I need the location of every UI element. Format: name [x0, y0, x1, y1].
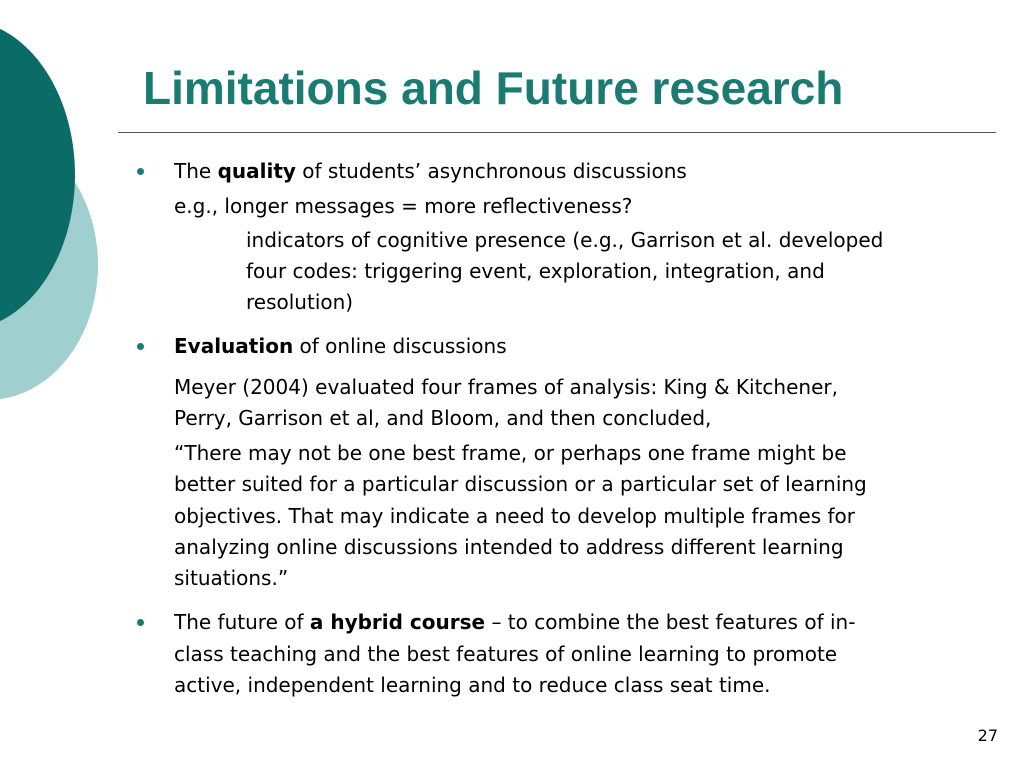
point-3-heading [174, 610, 855, 634]
point-1-heading [174, 159, 687, 183]
point-2-keyword: Evaluation [174, 334, 294, 358]
point-2-trailing-text: of online discussions [293, 334, 507, 358]
slide-title: Limitations and Future research [143, 62, 844, 114]
bullet-icon [137, 619, 144, 626]
bullet-icon [137, 343, 144, 350]
point-2-quote-line: situations.” [174, 566, 289, 590]
point-2-quote-line: analyzing online discussions intended to address different learning [174, 535, 844, 559]
title-divider [118, 132, 996, 133]
point-1-detail-line: indicators of cognitive presence (e.g., Garrison et al. developed [246, 228, 884, 252]
page-number: 27 [977, 726, 998, 745]
point-1-example: e.g., longer messages = more reflectiveness? [174, 194, 633, 218]
point-1-detail-line: four codes: triggering event, exploration, integration, and [246, 259, 825, 283]
point-3-trailing-text: – to combine the best features of in- [485, 610, 856, 634]
point-3-lead-text: The future of [174, 610, 310, 634]
bullet-icon [137, 168, 144, 175]
point-1-keyword: quality [217, 159, 296, 183]
point-1-trailing-text: of students’ asynchronous discussions [295, 159, 687, 183]
point-3-continuation-line: class teaching and the best features of online learning to promote [174, 642, 838, 666]
point-3-keyword: a hybrid course [309, 610, 486, 634]
point-2-quote-line: better suited for a particular discussion or a particular set of learning [174, 472, 867, 496]
point-1-lead-text: The [174, 159, 218, 183]
point-2-body-line: Perry, Garrison et al, and Bloom, and then concluded, [174, 406, 712, 430]
point-3-continuation-line: active, independent learning and to reduce class seat time. [174, 673, 771, 697]
point-2-body-line: Meyer (2004) evaluated four frames of analysis: King & Kitchener, [174, 375, 838, 399]
point-2-heading [174, 334, 507, 358]
point-1-detail-line: resolution) [246, 290, 354, 314]
point-2-quote-line: objectives. That may indicate a need to develop multiple frames for [174, 504, 855, 528]
point-2-quote-line: “There may not be one best frame, or perhaps one frame might be [174, 441, 847, 465]
